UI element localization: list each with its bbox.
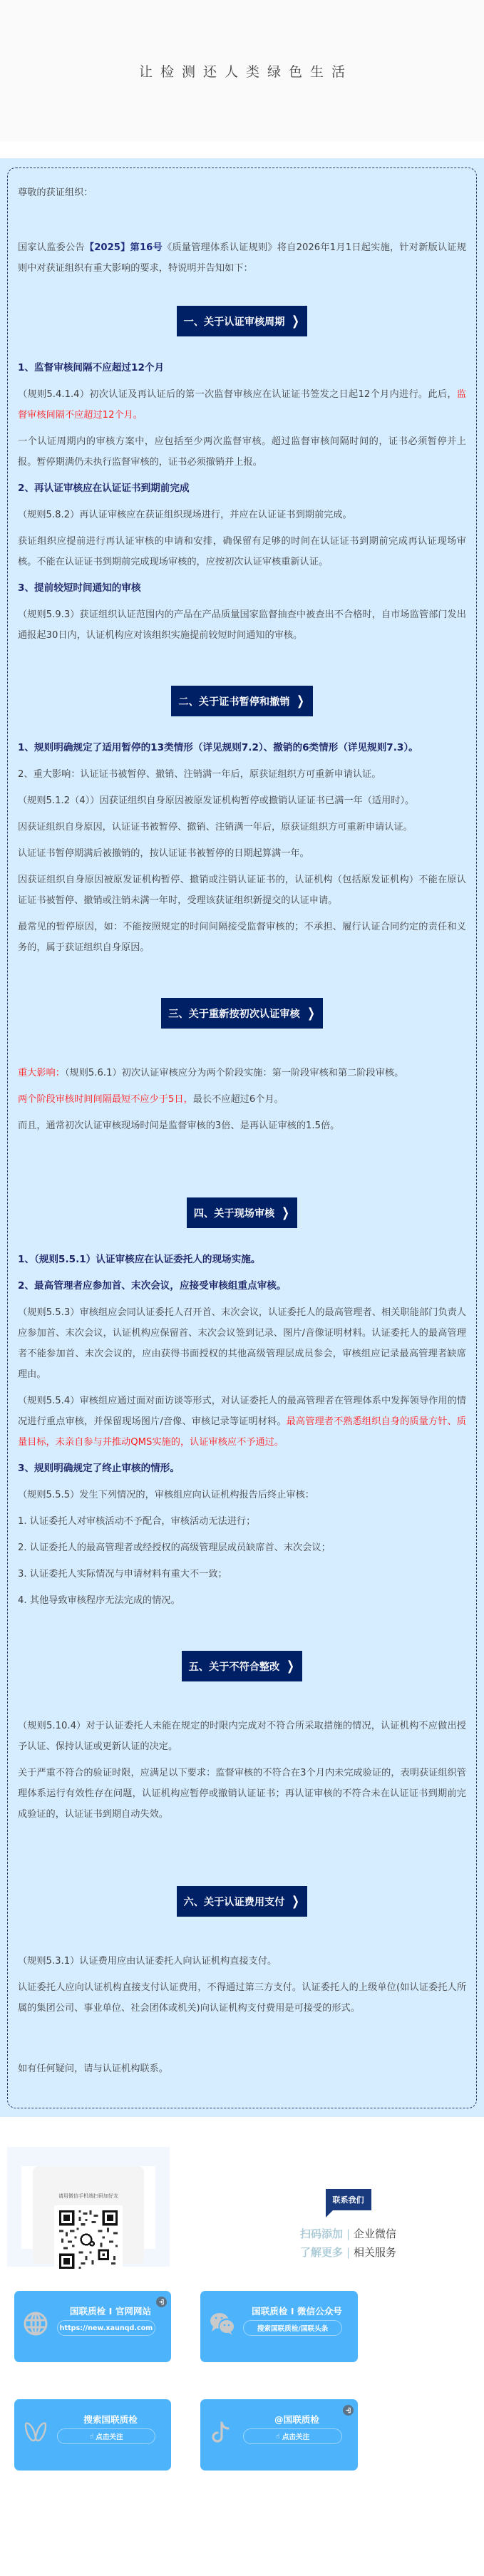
card-title: 国联质检 I 微信公众号 bbox=[252, 2306, 342, 2317]
s2-heading-1: 1、规则明确规定了适用暂停的13类情形（详见规则7.2）、撤销的6类情形（详见规则7.3）。 bbox=[18, 742, 418, 753]
s6-paragraph: 认证委托人应向认证机构直接支付认证费用，不得通过第三方支付。认证委托人的上级单位(如认证委托人所属的集团公司、事业单位、社会团体或机关)向认证机构支付费用是可接受的形式。 bbox=[18, 1982, 466, 2014]
section-6-button[interactable]: 六、关于认证费用支付 ❯ bbox=[177, 1886, 308, 1917]
s2-paragraph: 最常见的暂停原因，如：不能按照规定的时间间隔接受监督审核的；不承担、履行认证合同约定的责任和义务的，属于获证组织自身原因。 bbox=[18, 922, 466, 953]
chevron-right-icon: ❯ bbox=[307, 1005, 315, 1021]
s4-list-item: 2. 认证委托人的最高管理者或经授权的高级管理层成员缺席首、末次会议； bbox=[18, 1542, 331, 1553]
cursor-click-icon: ☝ bbox=[89, 2432, 94, 2441]
s3-paragraph: 重大影响：（规则5.6.1）初次认证审核应分为两个阶段实施：第一阶段审核和第二阶段审核。 bbox=[18, 1068, 404, 1078]
s1-paragraph: （规则5.9.3）获证组织认证范围内的产品在产品质量国家监督抽查中被查出不合格时，自市场监管部门发出通报起30日内，认证机构应对该组织实施提前较短时间通知的审核。 bbox=[18, 609, 466, 641]
chevron-right-icon: ❯ bbox=[292, 1893, 300, 1909]
video-channel-card[interactable] bbox=[14, 2399, 171, 2471]
announcement-number: 【2025】第16号 bbox=[84, 242, 163, 253]
chevron-right-icon: ❯ bbox=[297, 693, 305, 709]
s4-heading-1: 1、（规则5.5.1）认证审核应在认证委托人的现场实施。 bbox=[18, 1254, 261, 1265]
footer bbox=[0, 2117, 484, 2576]
qr-card bbox=[7, 2147, 170, 2267]
closing-text: 如有任何疑问，请与认证机构联系。 bbox=[18, 2064, 168, 2074]
s2-alert-line: 2、重大影响：认证证书被暂停、撤销、注销满一年后，原获证组织方可重新申请认证。 bbox=[18, 769, 381, 780]
s1-paragraph: （规则5.4.1.4）初次认证及再认证后的第一次监督审核应在认证证书签发之日起12个月内进行。此后，监督审核间隔不应超过12个月。 bbox=[18, 389, 466, 421]
social-cards bbox=[7, 2267, 477, 2471]
greeting: 尊敬的获证组织： bbox=[18, 187, 93, 198]
s6-paragraph: （规则5.3.1）认证费用应由认证委托人向认证机构直接支付。 bbox=[18, 1956, 277, 1967]
s1-heading-1: 1、监督审核间隔不应超过12个月 bbox=[18, 362, 165, 373]
s5-paragraph: （规则5.10.4）对于认证委托人未能在规定的时限内完成对不符合所采取措施的情况，认证机构不应做出授予认证、保持认证或更新认证的决定。 bbox=[18, 1721, 466, 1752]
s3-paragraph: 两个阶段审核时间间隔最短不应少于5日，最长不应超过6个月。 bbox=[18, 1094, 284, 1105]
page-title: 让检测还人类绿色生活 bbox=[138, 63, 353, 80]
header-band bbox=[0, 0, 484, 141]
wecom-qr-code[interactable] bbox=[54, 2205, 123, 2274]
section-2-button[interactable]: 二、关于证书暂停和撤销 ❯ bbox=[171, 686, 312, 716]
s2-alert-line: 因获证组织自身原因被原发证机构暂停、撤销或注销认证证书的，认证机构（包括原发证机构）不能在原认证证书被暂停、撤销或注销未满一年时，受理该获证组织新提交的认证申请。 bbox=[18, 875, 466, 906]
website-card[interactable] bbox=[14, 2291, 171, 2362]
contact-us-tag: 联系我们 bbox=[326, 2189, 371, 2210]
alert-text: 监督审核间隔不应超过12个月。 bbox=[18, 389, 466, 421]
tiktok-icon bbox=[209, 2419, 235, 2445]
section-1-button[interactable]: 一、关于认证审核周期 ❯ bbox=[177, 306, 308, 336]
s1-paragraph: 获证组织应提前进行再认证审核的申请和安排，确保留有足够的时间在认证证书到期前完成再认证现场审核。不能在认证证书到期前完成现场审核的，应按初次认证审核重新认证。 bbox=[18, 536, 466, 567]
s4-heading-3: 3、规则明确规定了终止审核的情形。 bbox=[18, 1463, 180, 1474]
card-title: @国联质检 bbox=[274, 2414, 319, 2425]
s1-paragraph: （规则5.8.2）再认证审核应在获证组织现场进行，并应在认证证书到期前完成。 bbox=[18, 510, 352, 520]
wechat-official-card[interactable] bbox=[200, 2291, 358, 2362]
s2-paragraph: （规则5.1.2（4））因获证组织自身原因被原发证机构暂停或撤销认证证书已满一年（适用时）。 bbox=[18, 795, 415, 806]
cursor-click-icon: ☝ bbox=[275, 2432, 280, 2441]
s2-alert-line: 因获证组织自身原因，认证证书被暂停、撤销、注销满一年后，原获证组织方可重新申请认证。 bbox=[18, 822, 413, 833]
douyin-card[interactable] bbox=[200, 2399, 358, 2471]
section-5-button[interactable]: 五、关于不符合整改 ❯ bbox=[182, 1651, 303, 1681]
search-hint[interactable]: 搜索国联质检/国联头条 bbox=[243, 2320, 342, 2336]
contact-line-wecom: 扫码添加 | 企业微信 bbox=[299, 2227, 397, 2240]
notice-dashed-frame bbox=[7, 168, 477, 2108]
s4-paragraph: （规则5.5.5）发生下列情况的，审核组应向认证机构报告后终止审核： bbox=[18, 1490, 314, 1500]
section-4-button[interactable]: 四、关于现场审核 ❯ bbox=[187, 1197, 298, 1228]
s1-heading-3: 3、提前较短时间通知的审核 bbox=[18, 582, 141, 594]
qr-caption: 请用微信手机端扫码加好友 bbox=[58, 2193, 118, 2199]
s4-list-item: 4. 其他导致审核程序无法完成的情况。 bbox=[18, 1595, 180, 1606]
s2-paragraph: 认证证书暂停期满后被撤销的，按认证证书被暂停的日期起算满一年。 bbox=[18, 848, 309, 859]
section-3-button[interactable]: 三、关于重新按初次认证审核 ❯ bbox=[161, 998, 323, 1029]
s1-heading-2: 2、再认证审核应在认证证书到期前完成 bbox=[18, 483, 190, 494]
chevron-right-icon: ❯ bbox=[292, 313, 300, 329]
chevron-right-icon: ❯ bbox=[287, 1658, 295, 1674]
enter-icon[interactable] bbox=[343, 2405, 354, 2416]
card-title: 搜索国联质检 bbox=[83, 2414, 138, 2425]
s5-paragraph: 关于严重不符合的验证时限，应满足以下要求：监督审核的不符合在3个月内未完成验证的，表明获证组织管理体系运行有效性存在问题，认证机构应暂停或撤销认证证书；再认证审核的不符合未在认证证书到期前完成验证的，认证证书到期自动失效。 bbox=[18, 1768, 466, 1820]
website-url-link[interactable]: https://new.xaunqd.com bbox=[57, 2320, 155, 2336]
follow-button[interactable]: ☝ 点击关注 bbox=[57, 2428, 155, 2444]
follow-button[interactable]: ☝ 点击关注 bbox=[243, 2428, 342, 2444]
contact-info bbox=[170, 2147, 477, 2262]
butterfly-icon bbox=[23, 2419, 48, 2445]
s4-list-item: 3. 认证委托人实际情况与申请材料有重大不一致； bbox=[18, 1569, 227, 1580]
s4-paragraph: （规则5.5.3）审核组应会同认证委托人召开首、末次会议，认证委托人的最高管理者、相关职能部门负责人应参加首、末次会议，认证机构应保留首、末次会议签到记录、图片/音像证明材料。认证委托人的最高管理者不能参加首、末次会议的，应由获得书面授权的其他高级管理层成员参会，审核组应记录最高管理者缺席理由。 bbox=[18, 1307, 466, 1380]
s4-heading-2: 2、最高管理者应参加首、末次会议，应接受审核组重点审核。 bbox=[18, 1280, 287, 1292]
card-title: 国联质检 I 官网网站 bbox=[69, 2306, 152, 2317]
intro-paragraph: 国家认监委公告【2025】第16号《质量管理体系认证规则》将自2026年1月1日起实施，针对新版认证规则中对获证组织有重大影响的要求，特说明并告知如下： bbox=[18, 242, 467, 274]
s1-paragraph: 一个认证周期内的审核方案中，应包括至少两次监督审核。超过监督审核间隔时间的，证书必须暂停并上报。暂停期满仍未执行监督审核的，证书必须撤销并上报。 bbox=[18, 436, 466, 468]
enter-icon[interactable] bbox=[156, 2297, 167, 2307]
globe-icon bbox=[23, 2311, 48, 2337]
wechat-icon bbox=[209, 2311, 235, 2337]
alert-text: 最高管理者不熟悉组织自身的质量方针、质量目标，未亲自参与并推动QMS实施的，认证审核应不予通过。 bbox=[18, 1416, 466, 1448]
s3-paragraph: 而且，通常初次认证审核现场时间是监督审核的3倍、是再认证审核的1.5倍。 bbox=[18, 1120, 340, 1131]
s4-paragraph: （规则5.5.4）审核组应通过面对面访谈等形式，对认证委托人的最高管理者在管理体系中发挥领导作用的情况进行重点审核，并保留现场图片/音像、审核记录等证明材料。最高管理者不熟悉组织自身的质量方针、质量目标，未亲自参与并推动QMS实施的，认证审核应不予通过。 bbox=[18, 1396, 466, 1448]
s4-list-item: 1. 认证委托人对审核活动不予配合，审核活动无法进行； bbox=[18, 1516, 256, 1527]
chevron-right-icon: ❯ bbox=[282, 1205, 290, 1220]
notice-panel bbox=[0, 158, 484, 2117]
contact-line-services: 了解更多 | 相关服务 bbox=[299, 2246, 397, 2259]
